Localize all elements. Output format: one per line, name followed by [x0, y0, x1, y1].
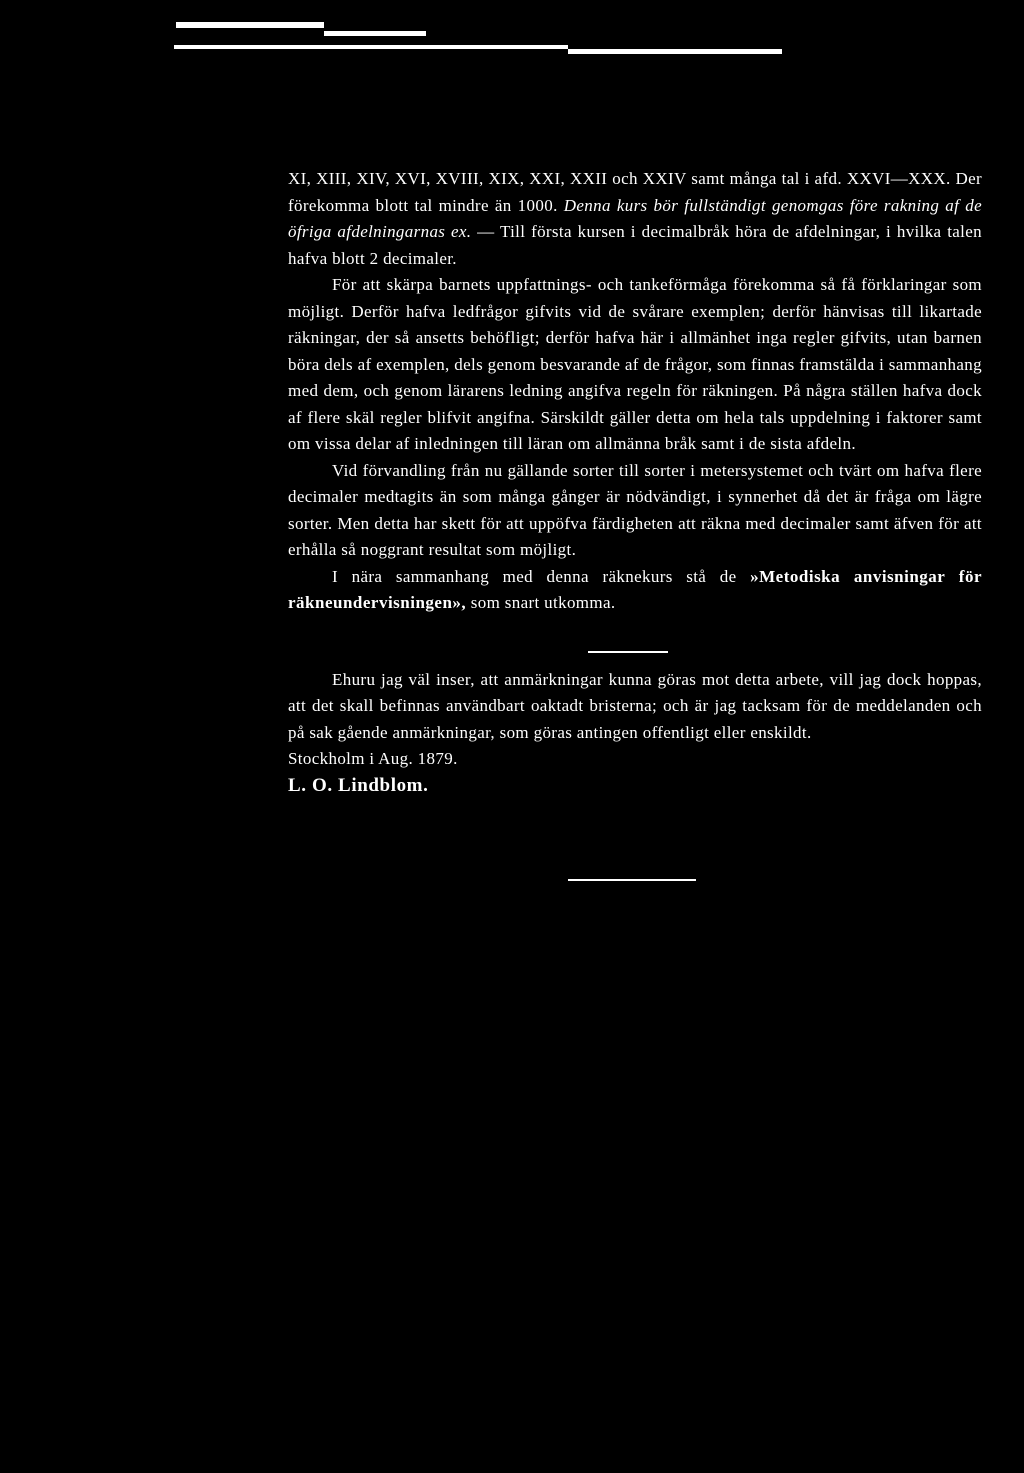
top-rule-long: [174, 45, 568, 49]
paragraph-text: — Till första kursen i decimalbråk höra de afdelningar, i hvilka talen hafva blott 2 decimaler.: [288, 222, 982, 268]
end-rule: [568, 879, 696, 881]
paragraph-related-work: [288, 564, 982, 617]
paragraph-text: som snart utkomma.: [466, 593, 616, 612]
paragraph-closing: Ehuru jag väl inser, att anmärkningar kunna göras mot detta arbete, vill jag dock hoppas, att det skall befinnas användbart oaktadt bristerna; och är jag tacksam för de meddelanden och på sak gående anmärkningar, som göras antingen offentligt eller enskildt.: [288, 669, 982, 742]
paragraph-text: XI, XIII, XIV, XVI, XVIII, XIX, XXI, XXII och XXIV samt många tal i afd. XXVI—XXX. Der förekomma blott tal mindre än 1000.: [288, 169, 982, 215]
book-title: »Metodiska anvisningar för räkneundervisningen»,: [288, 566, 982, 612]
top-rule-thick: [176, 22, 324, 28]
document-page: [288, 166, 982, 881]
paragraph-method: För att skärpa barnets uppfattnings- och tankeförmåga förekomma så få förklaringar som möjligt. Derför hafva ledfrågor gifvits vid de svårare exemplen; derför hänvisas till likartade räkningar, der så ansetts behöfligt; derför hafva här i allmänhet inga regler gifvits, utan barnen böra dels af exemplen, dels genom besvarande af de frågor, som finnas framstälda i sammanhang med dem, och genom lärarens ledning angifva regeln för räkningen. På några ställen hafva dock af flere skäl regler blifvit angifna. Särskildt gäller detta om hela tals uppdelning i faktorer samt om vissa delar af inledningen till läran om allmänna bråk samt i de sista afdeln.: [288, 275, 982, 453]
top-rule-short: [324, 31, 426, 36]
top-rule-long-tail: [568, 49, 782, 54]
paragraph-text: I nära sammanhang med denna räknekurs stå de: [332, 566, 751, 586]
paragraph-course-sections: [288, 166, 982, 272]
italic-note: Denna kurs bör fullständigt genomgas före rakning af de öfriga afdelningarnas ex.: [288, 195, 982, 241]
paragraph-metric-conversion: Vid förvandling från nu gällande sorter till sorter i metersystemet och tvärt om hafva flere decimaler medtagits än som många gånger är nödvändigt, i synnerhet då det är fråga om lägre sorter. Men detta har skett för att uppöfva färdigheten att räkna med decimaler samt äfven för att erhålla så noggrant resultat som möjligt.: [288, 460, 982, 559]
author-signature: L. O. Lindblom.: [288, 774, 429, 796]
place-date: Stockholm i Aug. 1879.: [288, 749, 458, 768]
